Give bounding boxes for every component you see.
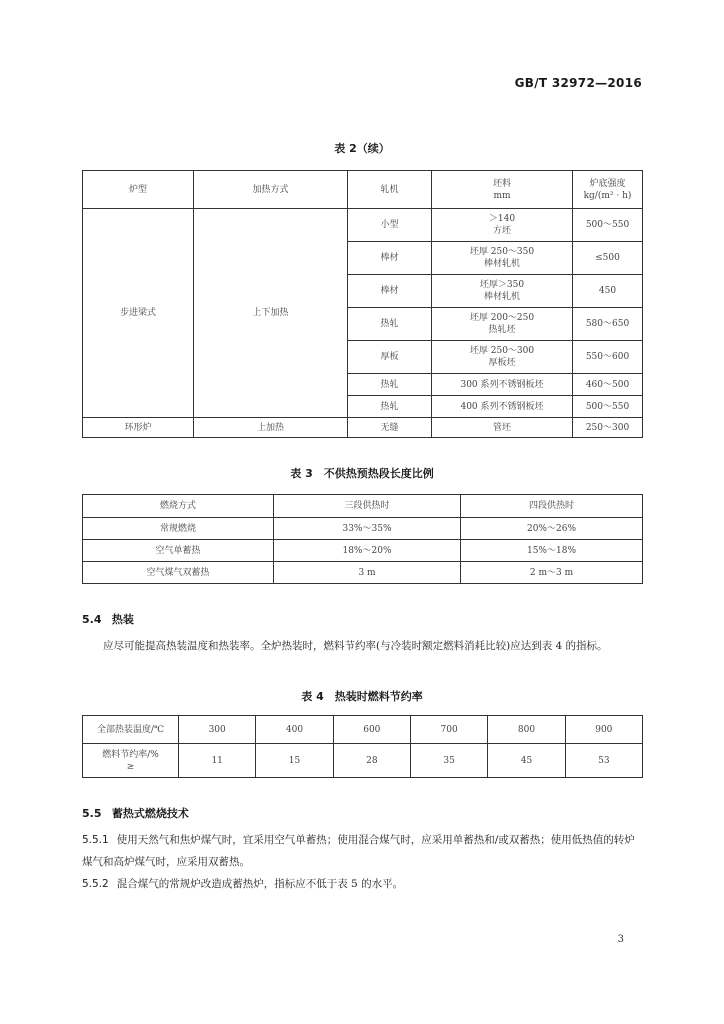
table-cell: 33%～35% [274,518,461,540]
section-5-4-paragraph: 应尽可能提高热装温度和热装率。全炉热装时，燃料节约率(与冷装时额定燃料消耗比较)应达到表 4 的指标。 [103,640,608,652]
hearth-value-cell: 500～550 [573,396,643,418]
clause-5-5-1 [82,829,643,873]
savings-label-cell [83,744,179,778]
billet-line1: ＞140 [488,214,516,224]
billet-cell [432,341,573,374]
heating-method-cell: 上下加热 [194,209,348,418]
billet-cell: 400 系列不锈钢板坯 [432,396,573,418]
billet-cell: 管坯 [432,418,573,438]
temp-cell: 300 [179,716,256,744]
table-cell: 15%～18% [461,540,643,562]
table3-caption: 表 3 不供热预热段长度比例 [290,467,434,480]
header-mill: 轧机 [348,171,432,209]
header-billet-line1: 坯料 [492,178,511,189]
savings-label-line1: 燃料节约率/% [102,749,159,760]
furnace-type-cell: 步进梁式 [83,209,194,418]
mill-cell: 无缝 [348,418,432,438]
savings-cell: 35 [410,744,487,778]
table2-caption: 表 2（续） [334,142,390,155]
table-row [83,540,643,562]
heating-method-cell: 上加热 [194,418,348,438]
header-three-stage: 三段供热时 [274,495,461,518]
temp-cell: 700 [410,716,487,744]
temp-cell: 900 [565,716,642,744]
billet-line2: 方坯 [492,226,511,236]
section-title: 热装 [111,613,134,626]
header-four-stage: 四段供热时 [461,495,643,518]
section-5-4-heading [82,611,134,627]
hearth-value-cell: 450 [573,275,643,308]
billet-cell: 300 系列不锈钢板坯 [432,374,573,396]
table-cell: 常规燃烧 [83,518,274,540]
header-hearth-line1: 炉底强度 [589,178,626,189]
header-hearth-intensity [573,171,643,209]
savings-cell: 53 [565,744,642,778]
clause-5-5-2 [82,873,643,895]
section-number: 5.5 [82,807,102,820]
temp-cell: 800 [488,716,565,744]
clause-number: 5.5.2 [82,878,109,890]
table-cell: 20%～26% [461,518,643,540]
hearth-value-cell: 500～550 [573,209,643,242]
table-row [83,562,643,584]
clause-number: 5.5.1 [82,834,109,846]
page-number: 3 [617,934,624,945]
table3-header-row [83,495,643,518]
savings-cell: 28 [333,744,410,778]
hearth-value-cell: 250～300 [573,418,643,438]
savings-label-line2: ≥ [126,761,135,772]
header-heating-method: 加热方式 [194,171,348,209]
mill-cell: 棒材 [348,275,432,308]
savings-cell: 45 [488,744,565,778]
table4 [82,715,643,778]
billet-cell [432,209,573,242]
header-billet [432,171,573,209]
temp-label-cell: 全部热装温度/℃ [83,716,179,744]
billet-cell [432,242,573,275]
table-cell: 18%～20% [274,540,461,562]
billet-line1: 坯厚 200～250 [469,313,535,323]
hearth-value-cell: ≤500 [573,242,643,275]
billet-line2: 棒材轧机 [483,259,520,269]
section-5-5-heading [82,805,189,821]
table-row [83,418,643,438]
table-cell: 2 m～3 m [461,562,643,584]
table2-header-row [83,171,643,209]
table4-caption: 表 4 热装时燃料节约率 [301,690,423,703]
section-title: 蓄热式燃烧技术 [111,807,189,820]
billet-cell [432,308,573,341]
mill-cell: 棒材 [348,242,432,275]
clause-text: 混合煤气的常规炉改造成蓄热炉，指标应不低于表 5 的水平。 [116,878,404,890]
table-cell: 3 m [274,562,461,584]
hearth-value-cell: 550～600 [573,341,643,374]
table3 [82,494,643,584]
section-number: 5.4 [82,613,102,626]
table2 [82,170,643,438]
savings-cell: 11 [179,744,256,778]
header-hearth-line2: kg/(m² · h) [583,190,632,201]
table4-savings-row [83,744,643,778]
billet-cell [432,275,573,308]
hearth-value-cell: 460～500 [573,374,643,396]
mill-cell: 小型 [348,209,432,242]
billet-line1: 坯厚 250～350 [469,247,535,257]
mill-cell: 热轧 [348,396,432,418]
clause-text: 使用天然气和焦炉煤气时，宜采用空气单蓄热；使用混合煤气时，应采用单蓄热和/或双蓄热；使用低热值的转炉煤气和高炉煤气时，应采用双蓄热。 [82,834,635,868]
header-furnace-type: 炉型 [83,171,194,209]
billet-line1: 坯厚＞350 [479,280,525,290]
table4-temp-row [83,716,643,744]
standard-code: GB/T 32972—2016 [514,76,642,90]
mill-cell: 热轧 [348,308,432,341]
temp-cell: 600 [333,716,410,744]
table-row [83,518,643,540]
furnace-type-cell: 环形炉 [83,418,194,438]
billet-line2: 厚板坯 [488,358,516,368]
hearth-value-cell: 580～650 [573,308,643,341]
table-cell: 空气煤气双蓄热 [83,562,274,584]
table-row [83,209,643,242]
billet-line2: 棒材轧机 [483,292,520,302]
header-combustion-method: 燃烧方式 [83,495,274,518]
billet-line1: 坯厚 250～300 [469,346,535,356]
mill-cell: 厚板 [348,341,432,374]
mill-cell: 热轧 [348,374,432,396]
temp-cell: 400 [256,716,333,744]
billet-line2: 热轧坯 [488,325,516,335]
savings-cell: 15 [256,744,333,778]
table-cell: 空气单蓄热 [83,540,274,562]
header-billet-line2: mm [493,190,511,201]
